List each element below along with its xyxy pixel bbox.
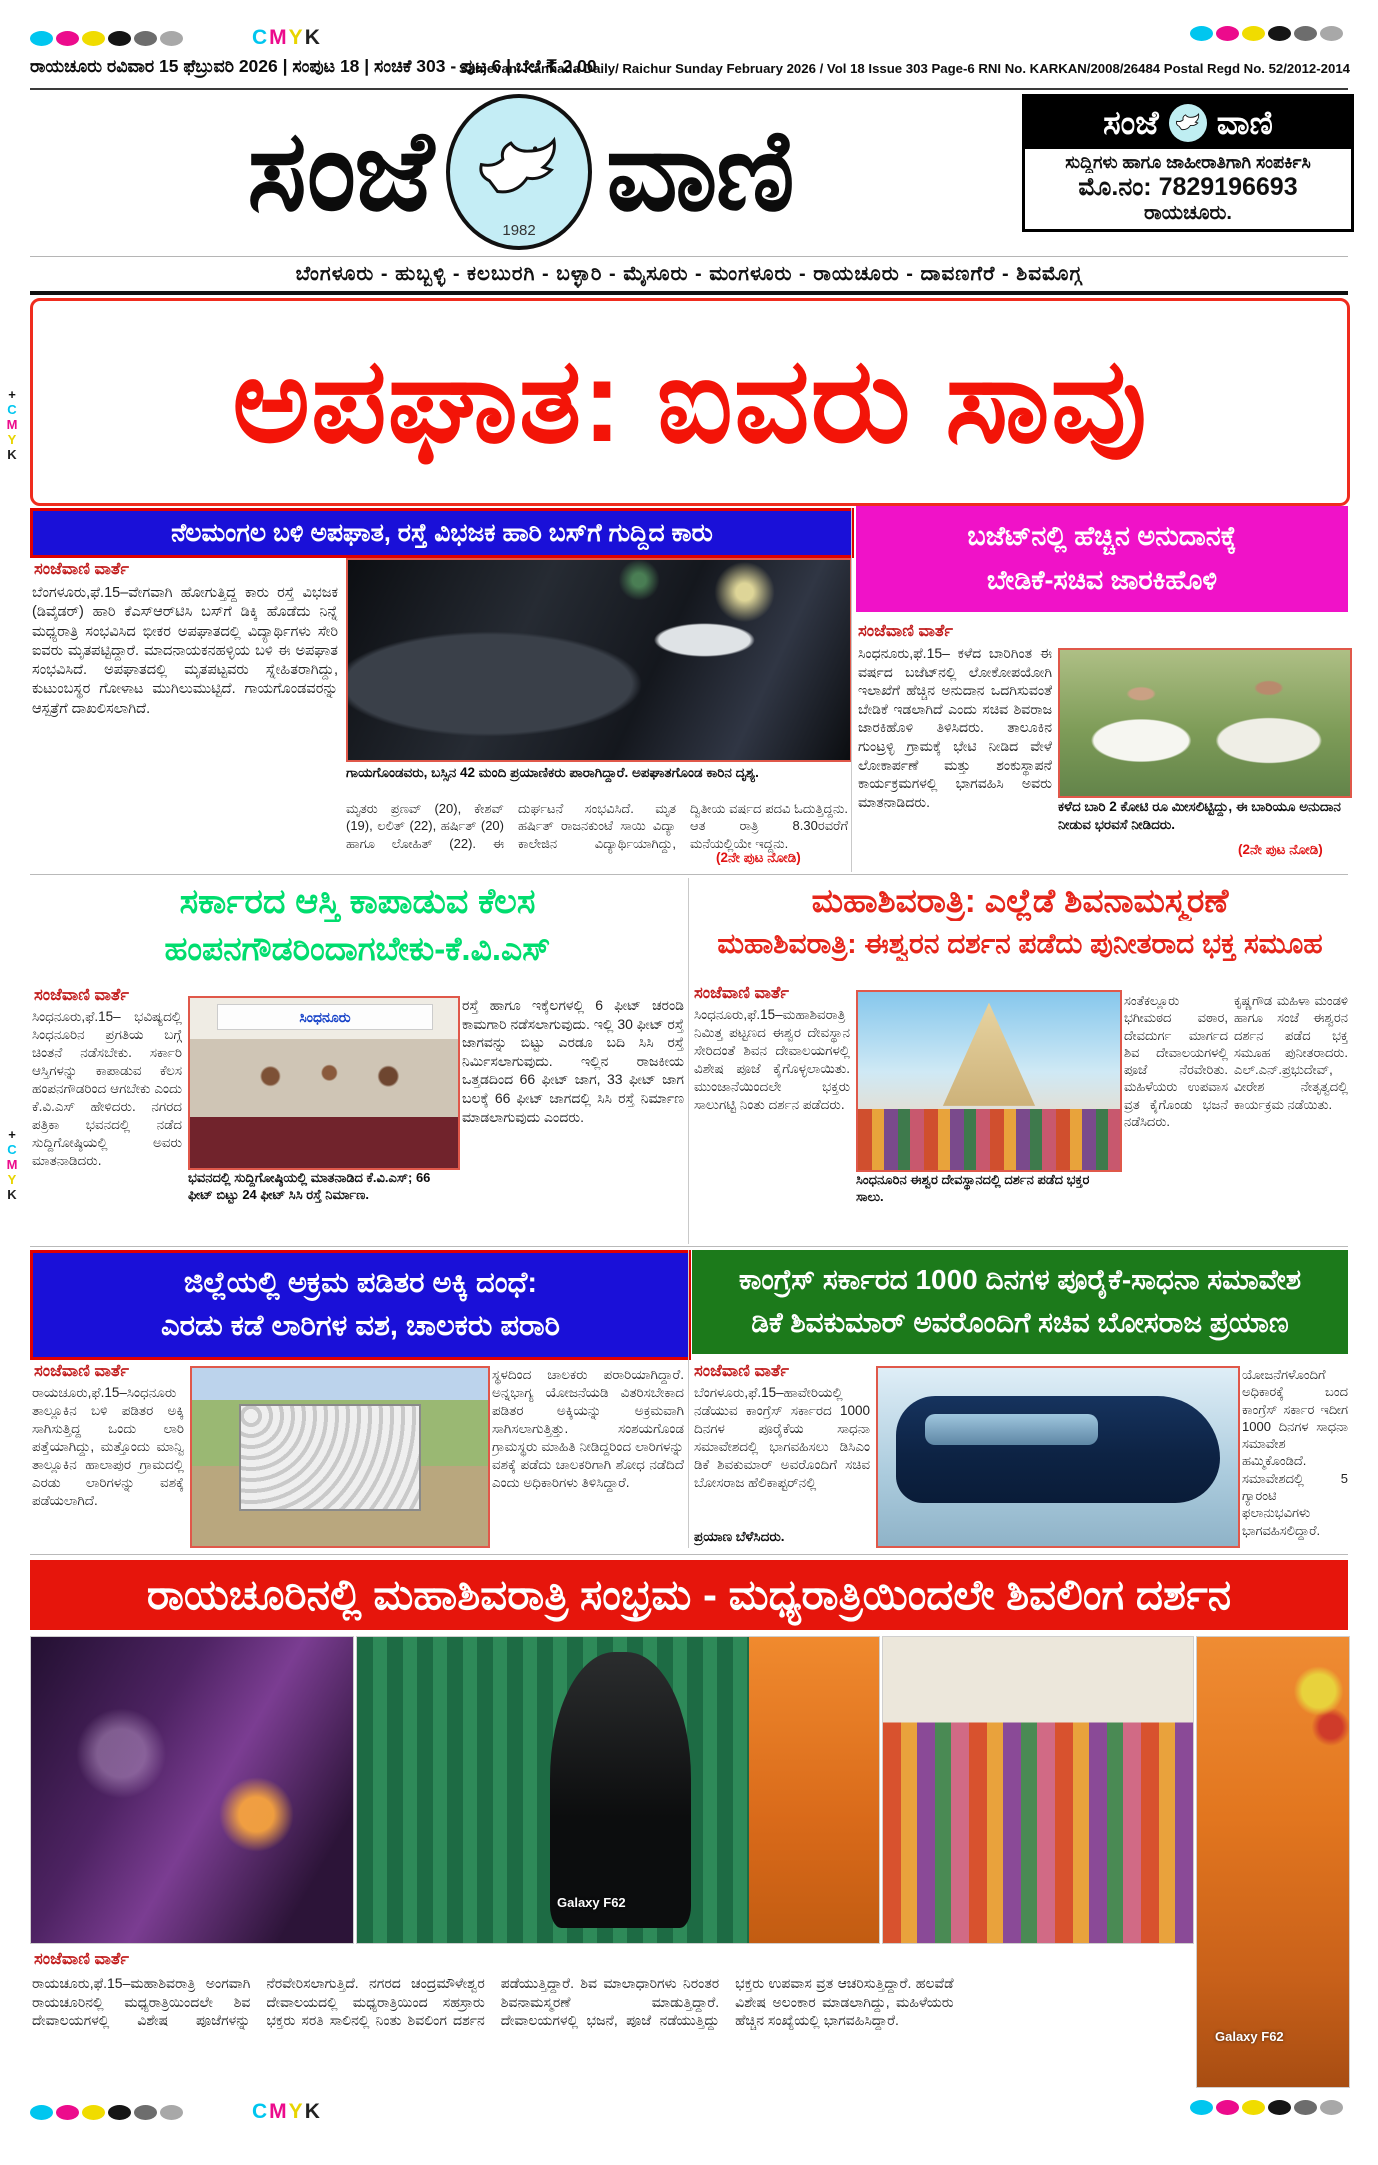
article2-photo-caption: ಕಳೆದ ಬಾರಿ 2 ಕೋಟಿ ರೂ ಮೀಸಲಿಟ್ಟಿದ್ದು, ಈ ಬಾರಿಯೂ ಅನುದಾನ ನೀಡುವ ಭರವಸೆ ನೀಡಿದರು. <box>1058 799 1341 832</box>
registration-marks-bottom-left <box>30 2100 322 2124</box>
article1-photo-caption: ಗಾಯಗೊಂಡವರು, ಬಸ್ಸಿನ 42 ಮಂದಿ ಪ್ರಯಾಣಿಕರು ಪಾರಾಗಿದ್ದಾರೆ. ಅಪಘಾತಗೊಂಡ ಕಾರಿನ ದೃಶ್ಯ. <box>346 765 759 780</box>
article3-headline-line2: ಹಂಪನಗೌಡರಿಂದಾಗಬೇಕು-ಕೆ.ವಿ.ಎಸ್ <box>164 930 551 967</box>
article3-byline: ಸಂಜೆವಾಣಿ ವಾರ್ತೆ <box>34 986 129 1004</box>
edition-cities-strip: ಬೆಂಗಳೂರು - ಹುಬ್ಬಳ್ಳಿ - ಕಲಬುರಗಿ - ಬಳ್ಳಾರಿ - ಮೈಸೂರು - ಮಂಗಳೂರು - ರಾಯಚೂರು - ದಾವಣಗೆರೆ - ಶಿವಮೊಗ್ಗ <box>30 256 1348 295</box>
reg-dot-lightgray <box>1320 26 1343 41</box>
masthead-word-2: ವಾಣಿ <box>606 108 793 233</box>
camera-watermark: Galaxy F62 <box>1215 2029 1284 2044</box>
side-mark-y: Y <box>7 1171 17 1187</box>
photo-shivalinga-abhisheka <box>356 1636 880 1944</box>
article2-body: ಸಿಂಧನೂರು,ಫೆ.15– ಕಳೆದ ಬಾರಿಗಿಂತ ಈ ವರ್ಷದ ಬಜೆಟ್‌ನಲ್ಲಿ ಲೋಕೋಪಯೋಗಿ ಇಲಾಖೆಗೆ ಹೆಚ್ಚಿನ ಅನುದಾನ ಒದಗಿಸುವಂತೆ ಬೇಡಿಕೆ ಇಡಲಾಗಿದೆ ಎಂದು ಸಚಿವ ಶಿವರಾಜ ಜಾರಕಿಹೊಳಿ ತಿಳಿಸಿದರು. ತಾಲೂಕಿನ ಗುಂಟ್ರಳ್ಳಿ ಗ್ರಾಮಕ್ಕೆ ಭೇಟಿ ನೀಡಿದ ವೇಳೆ ಲೋಕಾರ್ಪಣೆ ಮತ್ತು ಶಂಕುಸ್ಥಾಪನೆ ಕಾರ್ಯಕ್ರಮಗಳಲ್ಲಿ ಭಾಗವಹಿಸಿ ಅವರು ಮಾತನಾಡಿದರು. <box>858 645 1052 810</box>
registration-marks-bottom-right <box>1190 2100 1343 2115</box>
article1-banner-text: ನೆಲಮಂಗಲ ಬಳಿ ಅಪಘಾತ, ರಸ್ತೆ ವಿಭಜಕ ಹಾರಿ ಬಸ್‌ಗೆ ಗುದ್ದಿದ ಕಾರು <box>171 518 713 547</box>
article5-banner-line2: ಎರಡು ಕಡೆ ಲಾರಿಗಳ ವಶ, ಚಾಲಕರು ಪರಾರಿ <box>161 1310 560 1342</box>
reg-dot-black <box>108 31 131 46</box>
reg-dot-yellow <box>82 31 105 46</box>
article2-banner-line1: ಬಜೆಟ್‌ನಲ್ಲಿ ಹೆಚ್ಚಿನ ಅನುದಾನಕ್ಕೆ <box>967 521 1237 551</box>
reg-dot-magenta <box>56 2105 79 2120</box>
temple-crowd-shape <box>858 1109 1120 1170</box>
article2-byline: ಸಂಜೆವಾಣಿ ವಾರ್ತೆ <box>858 622 953 640</box>
article5-banner-line1: ಜಿಲ್ಲೆಯಲ್ಲಿ ಅಕ್ರಮ ಪಡಿತರ ಅಕ್ಕಿ ದಂಧೆ: <box>183 1267 538 1299</box>
camera-watermark: Galaxy F62 <box>557 1895 626 1910</box>
helicopter-body-shape <box>896 1396 1220 1503</box>
reg-dot-gray <box>1294 26 1317 41</box>
column-divider <box>688 1250 689 1548</box>
photo-temple-crowd <box>856 990 1122 1172</box>
shivalinga-shape <box>550 1652 691 1927</box>
article3-body-col1: ಸಿಂಧನೂರು,ಫೆ.15– ಭವಿಷ್ಯದಲ್ಲಿ ಸಿಂಧನೂರಿನ ಪ್ರಗತಿಯ ಬಗ್ಗೆ ಚಿಂತನೆ ನಡೆಸಬೇಕು. ಸರ್ಕಾರಿ ಆಸ್ತಿಗಳನ್ನು ಕಾಪಾಡುವ ಕೆಲಸ ಹಂಪನಗೌಡರಿಂದ ಆಗಬೇಕು ಎಂದು ಕೆ.ವಿ.ಎಸ್ ಹೇಳಿದರು. ನಗರದ ಪತ್ರಿಕಾ ಭವನದಲ್ಲಿ ನಡೆದ ಸುದ್ದಿಗೋಷ್ಠಿಯಲ್ಲಿ ಅವರು ಮಾತನಾಡಿದರು. <box>32 1009 182 1168</box>
lorry-sacks-shape <box>239 1404 421 1511</box>
photo-helicopter <box>876 1366 1240 1548</box>
article6-banner-line1: ಕಾಂಗ್ರೆಸ್ ಸರ್ಕಾರದ 1000 ದಿನಗಳ ಪೂರೈಕೆ-ಸಾಧನಾ ಸಮಾವೇಶ <box>738 1264 1302 1295</box>
dateline-kannada: ರಾಯಚೂರು ರವಿವಾರ 15 ಫೆಬ್ರುವರಿ 2026 | ಸಂಪುಟ 18 | ಸಂಚಿಕೆ 303 - ಪುಟ 6 | ಬೆಲೆ ₹ 2.00 <box>30 56 597 76</box>
side-mark-c: C <box>7 401 17 417</box>
reg-dot-cyan <box>30 31 53 46</box>
article4-byline: ಸಂಜೆವಾಣಿ ವಾರ್ತೆ <box>694 984 789 1002</box>
dove-icon <box>1169 104 1207 142</box>
reg-dot-yellow <box>1242 26 1265 41</box>
article4-body-col1: ಸಿಂಧನೂರು,ಫೆ.15–ಮಹಾಶಿವರಾತ್ರಿ ನಿಮಿತ್ತ ಪಟ್ಟಣದ ಈಶ್ವರ ದೇವಸ್ಥಾನ ಸೇರಿದಂತೆ ಶಿವನ ದೇವಾಲಯಗಳಲ್ಲಿ ವಿಶೇಷ ಪೂಜೆ ಕೈಗೊಳ್ಳಲಾಯಿತು. ಮುಂಜಾನೆಯಿಂದಲೇ ಭಕ್ತರು ಸಾಲುಗಟ್ಟಿ ನಿಂತು ದರ್ಶನ ಪಡೆದರು. <box>694 1007 850 1112</box>
article5-body-col2: ಸ್ಥಳದಿಂದ ಚಾಲಕರು ಪರಾರಿಯಾಗಿದ್ದಾರೆ. ಅನ್ನಭಾಗ್ಯ ಯೋಜನೆಯಡಿ ವಿತರಿಸಬೇಕಾದ ಪಡಿತರ ಅಕ್ಕಿಯನ್ನು ಅಕ್ರಮವಾಗಿ ಸಾಗಿಸಲಾಗುತ್ತಿತ್ತು. ಸಂಶಯಗೊಂಡ ಗ್ರಾಮಸ್ಥರು ಮಾಹಿತಿ ನೀಡಿದ್ದರಿಂದ ಲಾರಿಗಳನ್ನು ವಶಕ್ಕೆ ಪಡೆದು ಚಾಲಕರಿಗಾಗಿ ಶೋಧ ನಡೆದಿದೆ ಎಂದು ಅಧಿಕಾರಿಗಳು ತಿಳಿಸಿದ್ದಾರೆ. <box>492 1367 684 1490</box>
side-mark-y: Y <box>7 431 17 447</box>
reg-dot-black <box>1268 2100 1291 2115</box>
article1-banner <box>30 508 854 558</box>
press-meet-banner: ಸಿಂಧನೂರು <box>217 1004 433 1030</box>
side-mark-c: C <box>7 1141 17 1157</box>
article4-body-col3: ಕೃಷ್ಣಗೌಡ ಮಹಿಳಾ ಮಂಡಳಿ ಹಾಗೂ ಸಂಜೆ ಈಶ್ವರನ ದರ್ಶನ ಪಡೆದ ಭಕ್ತ ಸಮೂಹ ಪುನೀತರಾದರು. ಎಲ್.ಎನ್.ಪ್ರಭುದೇವ್, ವೀರೇಶ ನೇತೃತ್ವದಲ್ಲಿ ಕಾರ್ಯಕ್ರಮ ನಡೆಯಿತು. <box>1234 993 1348 1112</box>
side-mark-m: M <box>6 416 18 432</box>
photo-crash-scene <box>346 558 852 762</box>
photo-minister-visit <box>1058 648 1352 798</box>
article3-photo-caption: ಭವನದಲ್ಲಿ ಸುದ್ದಿಗೋಷ್ಠಿಯಲ್ಲಿ ಮಾತನಾಡಿದ ಕೆ.ವಿ.ಎಸ್; 66 ಫೀಟ್ ಬಿಟ್ಟು 24 ಫೀಟ್ ಸಿಸಿ ರಸ್ತೆ ನಿರ್ಮಾಣ. <box>188 1170 431 1202</box>
article4-photo-caption: ಸಿಂಧನೂರಿನ ಈಶ್ವರ ದೇವಸ್ಥಾನದಲ್ಲಿ ದರ್ಶನ ಪಡೆದ ಭಕ್ತರ ಸಾಲು. <box>856 1172 1090 1204</box>
reg-dot-lightgray <box>1320 2100 1343 2115</box>
masthead-year: 1982 <box>502 222 536 239</box>
article7-body: ರಾಯಚೂರು,ಫೆ.15–ಮಹಾಶಿವರಾತ್ರಿ ಅಂಗವಾಗಿ ರಾಯಚೂರಿನಲ್ಲಿ ಮಧ್ಯರಾತ್ರಿಯಿಂದಲೇ ಶಿವ ದೇವಾಲಯಗಳಲ್ಲಿ ವಿಶೇಷ ಪೂಜೆಗಳನ್ನು ನೆರವೇರಿಸಲಾಗುತ್ತಿದೆ. ನಗರದ ಚಂದ್ರಮೌಳೇಶ್ವರ ದೇವಾಲಯದಲ್ಲಿ ಮಧ್ಯರಾತ್ರಿಯಿಂದ ಸಹಸ್ರಾರು ಭಕ್ತರು ಸರತಿ ಸಾಲಿನಲ್ಲಿ ನಿಂತು ಶಿವಲಿಂಗ ದರ್ಶನ ಪಡೆಯುತ್ತಿದ್ದಾರೆ. ಶಿವ ಮಾಲಾಧಾರಿಗಳು ನಿರಂತರ ಶಿವನಾಮಸ್ಮರಣೆ ಮಾಡುತ್ತಿದ್ದಾರೆ. ದೇವಾಲಯಗಳಲ್ಲಿ ಭಜನೆ, ಪೂಜೆ ನಡೆಯುತ್ತಿದ್ದು ಭಕ್ತರು ಉಪವಾಸ ವ್ರತ ಆಚರಿಸುತ್ತಿದ್ದಾರೆ. ಹಲವೆಡೆ ವಿಶೇಷ ಅಲಂಕಾರ ಮಾಡಲಾಗಿದ್ದು, ಮಹಿಳೆಯರು ಹೆಚ್ಚಿನ ಸಂಖ್ಯೆಯಲ್ಲಿ ಭಾಗವಹಿಸಿದ್ದಾರೆ. <box>32 1975 954 2029</box>
masthead <box>40 92 1000 252</box>
side-mark-m: M <box>6 1156 18 1172</box>
article6-byline: ಸಂಜೆವಾಣಿ ವಾರ್ತೆ <box>694 1362 789 1380</box>
column-divider <box>688 878 689 1244</box>
reg-dot-black <box>1268 26 1291 41</box>
registration-marks-top-left <box>30 26 322 50</box>
helicopter-window-shape <box>925 1414 1098 1444</box>
contact-city: ರಾಯಚೂರು. <box>1144 202 1232 224</box>
masthead-word-1: ಸಂಜೆ <box>247 108 433 233</box>
side-mark-k: K <box>7 1186 17 1202</box>
article5-byline: ಸಂಜೆವಾಣಿ ವಾರ್ತೆ <box>34 1362 129 1380</box>
article3-body-col2: ರಸ್ತೆ ಹಾಗೂ ಇಕ್ಕೆಲಗಳಲ್ಲಿ 6 ಫೀಟ್ ಚರಂಡಿ ಕಾಮಗಾರಿ ನಡೆಸಲಾಗುವುದು. ಇಲ್ಲಿ 30 ಫೀಟ್ ರಸ್ತೆ ಜಾಗವನ್ನು ಬಿಟ್ಟು ಎರಡೂ ಬದಿ ಸಿಸಿ ರಸ್ತೆ ನಿರ್ಮಿಸಲಾಗುವುದು. ಇಲ್ಲಿನ ರಾಜಕೀಯ ಒತ್ತಡದಿಂದ 66 ಫೀಟ್ ಜಾಗ, 33 ಫೀಟ್ ಜಾಗ ಬಲಕ್ಕೆ 66 ಫೀಟ್ ಜಾಗದಲ್ಲಿ ಸಿಸಿ ರಸ್ತೆ ನಿರ್ಮಾಣ ಮಾಡಲಾಗುವುದು ಎಂದರು. <box>462 997 684 1125</box>
article7-banner-text: ರಾಯಚೂರಿನಲ್ಲಿ ಮಹಾಶಿವರಾತ್ರಿ ಸಂಭ್ರಮ - ಮಧ್ಯರಾತ್ರಿಯಿಂದಲೇ ಶಿವಲಿಂಗ ದರ್ಶನ <box>146 1570 1232 1618</box>
article6-banner <box>692 1250 1348 1354</box>
reg-dot-cyan <box>1190 26 1213 41</box>
photo-priest-offering <box>1196 1636 1350 2088</box>
reg-dot-cyan <box>1190 2100 1213 2115</box>
photo-seized-lorry <box>190 1366 490 1548</box>
masthead-dove-badge <box>446 94 592 250</box>
cmyk-label: CMYK <box>252 2100 322 2123</box>
crosshair-icon: + <box>8 387 16 402</box>
cmyk-label: CMYK <box>252 26 322 49</box>
section-rule <box>30 874 1348 875</box>
temple-gopuram-shape <box>931 1003 1046 1106</box>
article2-banner <box>856 506 1348 612</box>
dateline-english: Sanjevani Kannada Daily/ Raichur Sunday February 2026 / Vol 18 Issue 303 Page-6 RNI No. KARKAN/2008/26484 Postal Regd No. 52/2012-2014 <box>458 61 1350 76</box>
crosshair-icon: + <box>8 1127 16 1142</box>
contact-tagline: ಸುದ್ದಿಗಳು ಹಾಗೂ ಜಾಹೀರಾತಿಗಾಗಿ ಸಂಪರ್ಕಿಸಿ <box>1065 152 1311 172</box>
article6-banner-line2: ಡಿಕೆ ಶಿವಕುಮಾರ್ ಅವರೊಂದಿಗೆ ಸಚಿವ ಬೋಸರಾಜ ಪ್ರಯಾಣ <box>751 1307 1289 1338</box>
reg-dot-cyan <box>30 2105 53 2120</box>
reg-dot-magenta <box>56 31 79 46</box>
contact-logo-word-2: ವಾಣಿ <box>1216 103 1273 141</box>
registration-marks-top-right <box>1190 26 1343 41</box>
article1-body-col1: ಬೆಂಗಳೂರು,ಫೆ.15–ವೇಗವಾಗಿ ಹೋಗುತ್ತಿದ್ದ ಕಾರು ರಸ್ತೆ ವಿಭಜಕ (ಡಿವೈಡರ್) ಹಾರಿ ಕೆಎಸ್‌ಆರ್‌ಟಿಸಿ ಬಸ್‌ಗೆ ಡಿಕ್ಕಿ ಹೊಡೆದು ನಿನ್ನೆ ಮಧ್ಯರಾತ್ರಿ ಸಂಭವಿಸಿದ ಭೀಕರ ಅಪಘಾತದಲ್ಲಿ ವಿದ್ಯಾರ್ಥಿಗಳು ಸೇರಿ ಐವರು ಮೃತಪಟ್ಟಿದ್ದಾರೆ. ಮಾದನಾಯಕನಹಳ್ಳಿಯ ಬಳಿ ಈ ಅಪಘಾತ ಸಂಭವಿಸಿದೆ. ಅಪಘಾತದಲ್ಲಿ ಮೃತಪಟ್ಟವರು ಸ್ನೇಹಿತರಾಗಿದ್ದು, ಕುಟುಂಬಸ್ಥರ ಗೋಳಾಟ ಮುಗಿಲುಮುಟ್ಟಿದೆ. ಗಾಯಗೊಂಡವರನ್ನು ಆಸ್ಪತ್ರೆಗೆ ದಾಖಲಿಸಲಾಗಿದೆ. <box>32 585 338 717</box>
dove-icon <box>476 135 562 210</box>
reg-dot-black <box>108 2105 131 2120</box>
reg-dot-magenta <box>1216 2100 1239 2115</box>
article1-body-cols: ಮೃತರು ಪ್ರಣವ್ (20), ಕೇಶವ್ (19), ಲಲಿತ್ (22), ಹರ್ಷಿತ್ (20) ಹಾಗೂ ಲೋಹಿತ್ (22). ಈ ದುರ್ಘಟನೆ ಸಂಭವಿಸಿದೆ. ಮೃತ ಹರ್ಷಿತ್ ರಾಜನಕುಂಟೆ ಸಾಯಿ ವಿದ್ಯಾ ಕಾಲೇಜಿನ ವಿದ್ಯಾರ್ಥಿಯಾಗಿದ್ದು, ದ್ವಿತೀಯ ವರ್ಷದ ಪದವಿ ಓದುತ್ತಿದ್ದನು. ಆತ ರಾತ್ರಿ 8.30ರವರೆಗೆ ಮನೆಯಲ್ಲಿಯೇ ಇದ್ದನು. <box>346 801 848 851</box>
section-rule <box>30 1246 1348 1247</box>
header-rule <box>30 88 1348 90</box>
reg-dot-gray <box>1294 2100 1317 2115</box>
article3-headline-line1: ಸರ್ಕಾರದ ಆಸ್ತಿ ಕಾಪಾಡುವ ಕೆಲಸ <box>179 882 536 921</box>
article4-headline-line1: ಮಹಾಶಿವರಾತ್ರಿ: ಎಲ್ಲೆಡೆ ಶಿವನಾಮಸ್ಮರಣೆ <box>811 882 1229 919</box>
column-divider <box>851 508 852 872</box>
lead-headline-box <box>30 298 1350 506</box>
article1-continue-note[interactable]: (2ನೇ ಪುಟ ನೋಡಿ) <box>716 850 801 865</box>
photo-pooja-women <box>30 1636 354 1944</box>
reg-dot-gray <box>134 2105 157 2120</box>
article1-byline: ಸಂಜೆವಾಣಿ ವಾರ್ತೆ <box>34 560 129 578</box>
side-mark-k: K <box>7 446 17 462</box>
article5-body-col1: ರಾಯಚೂರು,ಫೆ.15–ಸಿಂಧನೂರು ತಾಲ್ಲೂಕಿನ ಬಳಿ ಪಡಿತರ ಅಕ್ಕಿ ಸಾಗಿಸುತ್ತಿದ್ದ ಒಂದು ಲಾರಿ ಪತ್ತೆಯಾಗಿದ್ದು, ಮತ್ತೊಂದು ಮಾನ್ವಿ ತಾಲ್ಲೂಕಿನ ಹಾಲಾಪುರ ಗ್ರಾಮದಲ್ಲಿ ಎರಡು ಲಾರಿಗಳನ್ನು ವಶಕ್ಕೆ ಪಡೆಯಲಾಗಿದೆ. <box>32 1385 184 1508</box>
priest-shape <box>749 1637 880 1943</box>
article4-body-col2: ಸಂತೆಕಲ್ಲೂರು ಭಗೀಮಠದ ವಠಾರ, ದೇವದುರ್ಗ ಮಾರ್ಗದ ಶಿವ ದೇವಾಲಯಗಳಲ್ಲಿ ಪೂಜೆ ನೆರವೇರಿತು. ಮಹಿಳೆಯರು ಉಪವಾಸ ವ್ರತ ಕೈಗೊಂಡು ಭಜನೆ ನಡೆಸಿದರು. <box>1124 993 1228 1129</box>
reg-dot-magenta <box>1216 26 1239 41</box>
contact-logo-word-1: ಸಂಜೆ <box>1103 103 1159 141</box>
article7-banner <box>30 1560 1348 1630</box>
reg-dot-lightgray <box>160 31 183 46</box>
article5-banner <box>30 1250 691 1360</box>
reg-dot-yellow <box>1242 2100 1265 2115</box>
article2-continue-note[interactable]: (2ನೇ ಪುಟ ನೋಡಿ) <box>1238 842 1323 857</box>
contact-phone[interactable]: ಮೊ.ನಂ: 7829196693 <box>1078 173 1298 201</box>
contact-box <box>1022 94 1354 232</box>
reg-dot-gray <box>134 31 157 46</box>
reg-dot-lightgray <box>160 2105 183 2120</box>
article6-body-col2: ಯೋಜನೆಗಳೊಂದಿಗೆ ಅಧಿಕಾರಕ್ಕೆ ಬಂದ ಕಾಂಗ್ರೆಸ್ ಸರ್ಕಾರ ಇದೀಗ 1000 ದಿನಗಳ ಸಾಧನಾ ಸಮಾವೇಶ ಹಮ್ಮಿಕೊಂಡಿದೆ. ಸಮಾವೇಶದಲ್ಲಿ 5 ಗ್ಯಾರಂಟಿ ಫಲಾನುಭವಿಗಳು ಭಾಗವಹಿಸಲಿದ್ದಾರೆ. <box>1242 1367 1348 1538</box>
article2-banner-line2: ಬೇಡಿಕೆ-ಸಚಿವ ಜಾರಕಿಹೊಳಿ <box>986 565 1218 595</box>
side-registration-mark <box>4 388 20 463</box>
photo-devotee-queue <box>882 1636 1194 1944</box>
article7-byline: ಸಂಜೆವಾಣಿ ವಾರ್ತೆ <box>34 1950 129 1968</box>
reg-dot-yellow <box>82 2105 105 2120</box>
photo-press-meet <box>188 996 460 1170</box>
article6-photo-caption: ಪ್ರಯಾಣ ಬೆಳೆಸಿದರು. <box>694 1529 785 1544</box>
contact-box-logo <box>1025 97 1351 149</box>
lead-headline: ಅಪಘಾತ: ಐವರು ಸಾವು <box>232 335 1148 467</box>
article4-headline-line2: ಮಹಾಶಿವರಾತ್ರಿ: ಈಶ್ವರನ ದರ್ಶನ ಪಡೆದು ಪುನೀತರಾದ ಭಕ್ತ ಸಮೂಹ <box>717 928 1323 959</box>
side-registration-mark <box>4 1128 20 1203</box>
article6-body-col1: ಬೆಂಗಳೂರು,ಫೆ.15–ಹಾವೇರಿಯಲ್ಲಿ ನಡೆಯುವ ಕಾಂಗ್ರೆಸ್ ಸರ್ಕಾರದ 1000 ದಿನಗಳ ಪೂರೈಕೆಯ ಸಾಧನಾ ಸಮಾವೇಶದಲ್ಲಿ ಭಾಗವಹಿಸಲು ಡಿಸಿಎಂ ಡಿಕೆ ಶಿವಕುಮಾರ್ ಅವರೊಂದಿಗೆ ಸಚಿವ ಬೋಸರಾಜ ಹೆಲಿಕಾಪ್ಟರ್‌ನಲ್ಲಿ <box>694 1385 870 1490</box>
section-rule <box>30 1554 1348 1555</box>
